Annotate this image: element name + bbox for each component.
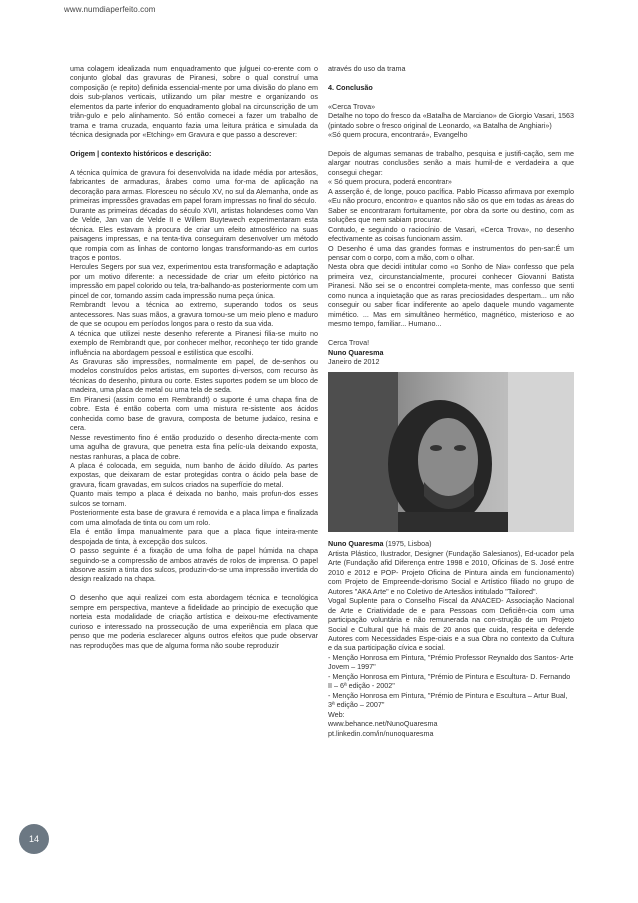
author-name: Nuno Quaresma	[328, 347, 384, 357]
award: - Menção Honrosa em Pintura, "Prémio Professor Reynaldo dos Santos- Arte Jovem – 1997"	[328, 652, 574, 672]
paragraph: Contudo, e seguindo o raciocínio de Vasari, «Cerca Trova», no desenho efectivamente as coisas funcionam assim.	[328, 224, 574, 244]
bio-name: Nuno Quaresma	[328, 539, 384, 549]
section-heading-conclusion: 4. Conclusão	[328, 82, 373, 92]
section-heading-origin: Origem | contexto históricos e descrição:	[70, 149, 212, 159]
date: Janeiro de 2012	[328, 356, 380, 366]
paragraph: Quanto mais tempo a placa é deixada no banho, mais profun-dos esses sulcos se tornam.	[70, 489, 318, 508]
paragraph: « Só quem procura, poderá encontrar»	[328, 177, 452, 187]
quote-description: Detalhe no topo do fresco da «Batalha de Marciano» de Giorgio Vasari, 1563 (pintado sobre o fresco original de Leonardo, «a Batalha de Anghiari»)	[328, 111, 574, 130]
web-link-behance[interactable]: www.behance.net/NunoQuaresma	[328, 719, 438, 729]
paragraph: Em Piranesi (assim como em Rembrandt) o suporte é uma chapa fina de cobre. Esta é então coberta com uma mistura re-sistente aos ácidos conhecida como base de gravura, composta de betume judaico, resina e cera.	[70, 394, 318, 433]
sign-off: Cerca Trova!	[328, 338, 370, 348]
award: - Menção Honrosa em Pintura, "Prémio de Pintura e Escultura – Artur Bual, 3ª edição – 2007"	[328, 690, 568, 710]
paragraph: Nesta obra que decidi intitular como «o Sonho de Nia» confesso que pela primeira vez, circunstancialmente, procurei conhecer Giovanni Batista Piranesi. Não sei se o encontrei completa-mente, mas confesso que senti como nunca a inquietação que as raras preciosidades despertam... um não conseguir ou saber ficar indiferente ao apelo daquele mundo vagamente mimético. ... Mas em simultâneo hermético, magnético, misterioso e ao mesmo tempo, familiar... Humano...	[328, 262, 574, 329]
intro-paragraph: uma colagem idealizada num enquadramento que julguei co-erente com o conjunto global das gravuras de Piranesi, sobre o qual construí uma composição (e repito) definida essencial-mente por uma divisão do plano em dois sub-planos verticais, utilizando um pilar mestre e organizando os elementos da parte inferior do enquadramento global na circunscrição de um triân-gulo e pelo alinhamento. Só então comecei a fazer um trabalho de trama e trama cruzada, enquanto fazia uma leitura prática e simulada da técnica designada por «Etching» em Gravura e que passo a descrever:	[70, 64, 318, 140]
page-number-badge: 14	[19, 824, 49, 854]
paragraph: Ela é então limpa manualmente para que a placa fique inteira-mente despojada de tinta, à excepção dos sulcos.	[70, 527, 318, 546]
paragraph: As Gravuras são impressões, normalmente em papel, de de-senhos ou modelos construídos pelos artistas, em suportes di-versos, com recurso às técnicas do desenho, pintura ou corte. Estes suportes podem se um bloco de madeira, uma placa de metal ou uma tela de seda.	[70, 357, 318, 395]
award: - Menção Honrosa em Pintura, "Prémio de Pintura e Escultura- D. Fernando II – 6ª edição - 2002"	[328, 671, 571, 691]
paragraph: A técnica química de gravura foi desenvolvida na idade média por artesãos, fabricantes de armaduras, ârabes como uma for-ma de aplicação na decoração para armas. Floresceu no século XV, no sul da Alemanha, onde as primeiras impressões gravadas em papel foram impressas no final do século.	[70, 167, 318, 206]
paragraph: Nesse revestimento fino é então produzido o desenho directa-mente com uma agulha de gravura, que penetra esta fina pelíc-ula deixando exposta, nestas ranhuras, a placa de cobre.	[70, 432, 318, 461]
paragraph: Rembrandt levou a técnica ao extremo, superando todos os seus antecessores. Nas suas mãos, a gravura tornou-se um meio pleno e maduro de que se ocupou em períodos longos para o resto da sua vida.	[70, 300, 318, 329]
paragraph: O Desenho é uma das grandes formas e instrumentos do pen-sar:É um pensar com o corpo, com a mão, com o olhar.	[328, 243, 574, 263]
author-portrait-photo	[328, 372, 574, 532]
paragraph: A asserção é, de longe, pouco pacífica. Pablo Picasso afirmava por exemplo «Eu não procuro, encontro» e quantos não são os que em todas as áreas do Saber se encontraram fortuitamente, por obra da sorte ou destino, com as soluções que nem sabiam procurar.	[328, 186, 574, 225]
bio-paragraph: Vogal Suplente para o Conselho Fiscal da ANACED- Associação Nacional de Arte e Criatividade de e para Pessoas com Deficiên-cia com uma participação voluntária e não remunerada na con-strução de um Projeto Social e Cultural que há mais de 20 anos que cuida, respeita e defende Autores com Necessidades Espe-ciais e a sua Obra no contexto da Cultura e da sua participação cívica e social.	[328, 596, 574, 653]
portrait-illustration	[328, 372, 574, 532]
site-url: www.numdiaperfeito.com	[64, 5, 156, 14]
bio-meta: (1975, Lisboa)	[383, 539, 432, 549]
bio-intro	[328, 539, 574, 548]
paragraph: A técnica que utilizei neste desenho referente a Piranesi filia-se muito no exemplo de Rembrandt que, por conhecer melhor, reconheço ter tido grande influência na abordagem pessoal e estilística que escolhi.	[70, 328, 318, 357]
continued-text: através do uso da trama	[328, 64, 406, 73]
paragraph: O passo seguinte é a fixação de uma folha de papel húmida na chapa seguindo-se a compressão de ambos através de rolos de imprensa. O papel absorve assim a tinta dos sulcos, produzin-do-se uma impressão invertida do design realizado na chapa.	[70, 546, 318, 584]
paragraph: A placa é colocada, em seguida, num banho de ácido diluído. As partes expostas, que deixaram de estar protegidas contra o ácido pela base de gravura, ficam gravadas, em sulcos criados na superfície do metal.	[70, 461, 318, 489]
quote-line: «Só quem procura, encontrará», Evangelho	[328, 130, 468, 140]
quote-title: «Cerca Trova»	[328, 101, 376, 111]
left-column	[70, 64, 318, 650]
paragraph: Hercules Segers por sua vez, experimentou esta transformação e adaptação por um motivo diferente: a necessidade de criar um efeito pictórico na impressão em papel colorido ou tela, tra-balhando-as posteriormente com um pincel de cor, tornando assim cada impressão numa peça única.	[70, 262, 318, 300]
paragraph: Depois de algumas semanas de trabalho, pesquisa e justifi-cação, sem me alargar noutras conclusões senão a mais humil-de e verdadeira a que consegui chegar:	[328, 149, 574, 177]
bio-paragraph: Artista Plástico, Ilustrador, Designer (Fundação Salesianos), Ed-ucador pela Arte (Fundação afid Diferença entre 1998 e 2010, Oficinas de S. José entre 2010 e 2012 e POP- Projeto Oficina de Pintura ainda em funcionamento) com Projeto de Empreende-dorismo Social e Artístico filiado no grupo de Autores "AKA Arte" e no Coletivo de Artesãos intitulado "Tailored".	[328, 548, 574, 596]
paragraph: O desenho que aqui realizei com esta abordagem técnica e tecnológica sempre em perspectiva, manteve a fidelidade ao principio de execução que norteia esta modalidade de criação artística e deixou-me efectivamente curioso e interessado na prossecução de uma experiência em placa que penso que me poderia esclarecer alguns outros efeitos que pude observar nas reproduções mas que de alguma forma não soube reproduzir	[70, 593, 318, 650]
paragraph: Posteriormente esta base de gravura é removida e a placa limpa e finalizada com uma almofada de tinta ou com um rolo.	[70, 508, 318, 527]
web-label: Web:	[328, 709, 345, 719]
web-link-linkedin[interactable]: pt.linkedin.com/in/nunoquaresma	[328, 728, 434, 738]
paragraph: Durante as primeiras décadas do século XVII, artistas holandeses como Van de Velde, Jan van de Velde II e Willem Buytewech experimentaram esta técnica. Eles estavam à procura de criar um efeito atmosférico na suas paisagens impressas, e na tenta-tiva conseguiram desenvolver um método que rompia com as linhas de contorno longas transformando-as em curtos traços e pontos.	[70, 205, 318, 263]
right-column	[328, 64, 574, 738]
